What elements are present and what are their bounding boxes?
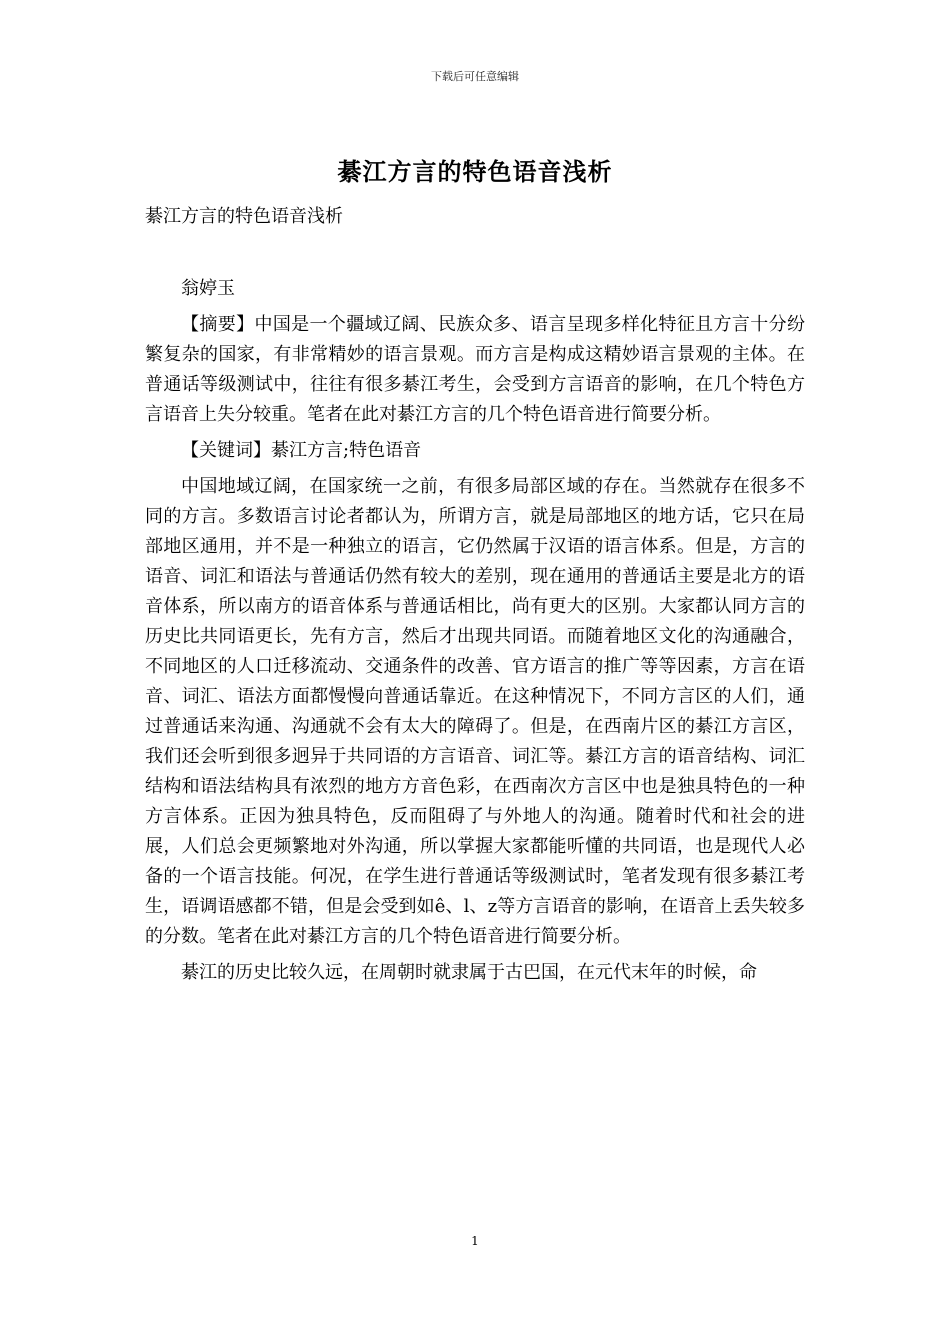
abstract-paragraph: 【摘要】中国是一个疆域辽阔、民族众多、语言呈现多样化特征且方言十分纷繁复杂的国家，有非常精妙的语言景观。而方言是构成这精妙语言景观的主体。在普通话等级测试中，往往有很多綦江考生，会受到方言语音的影响，在几个特色方言语音上失分较重。笔者在此对綦江方言的几个特色语音进行简要分析。 (145, 314, 805, 425)
page-header-note: 下载后可任意编辑 (431, 70, 519, 83)
document-title: 綦江方言的特色语音浅析 (337, 157, 613, 186)
document-subtitle: 綦江方言的特色语音浅析 (145, 206, 343, 227)
author-name: 翁婷玉 (181, 278, 235, 299)
document-body (145, 274, 805, 994)
body-paragraph-2: 綦江的历史比较久远，在周朝时就隶属于古巴国，在元代末年的时候，命 (181, 962, 757, 983)
body-paragraph-1: 中国地域辽阔，在国家统一之前，有很多局部区域的存在。当然就存在很多不同的方言。多数语言讨论者都认为，所谓方言，就是局部地区的地方话，它只在局部地区通用，并不是一种独立的语言，它仍然属于汉语的语言体系。但是，方言的语音、词汇和语法与普通话仍然有较大的差别，现在通用的普通话主要是北方的语音体系，所以南方的语音体系与普通话相比，尚有更大的区别。大家都认同方言的历史比共同语更长，先有方言，然后才出现共同语。而随着地区文化的沟通融合，不同地区的人口迁移流动、交通条件的改善、官方语言的推广等等因素，方言在语音、词汇、语法方面都慢慢向普通话靠近。在这种情况下，不同方言区的人们，通过普通话来沟通、沟通就不会有太大的障碍了。但是，在西南片区的綦江方言区，我们还会听到很多迥异于共同语的方言语音、词汇等。綦江方言的语音结构、词汇结构和语法结构具有浓烈的地方方音色彩，在西南次方言区中也是独具特色的一种方言体系。正因为独具特色，反而阻碍了与外地人的沟通。随着时代和社会的进展，人们总会更频繁地对外沟通，所以掌握大家都能听懂的共同语，也是现代人必备的一个语言技能。何况，在学生进行普通话等级测试时，笔者发现有很多綦江考生，语调语感都不错，但是会受到如ê、l、z等方言语音的影响，在语音上丢失较多的分数。笔者在此对綦江方言的几个特色语音进行简要分析。 (145, 476, 805, 947)
page-number: 1 (471, 1234, 479, 1248)
keywords-paragraph: 【关键词】綦江方言;特色语音 (181, 440, 422, 461)
